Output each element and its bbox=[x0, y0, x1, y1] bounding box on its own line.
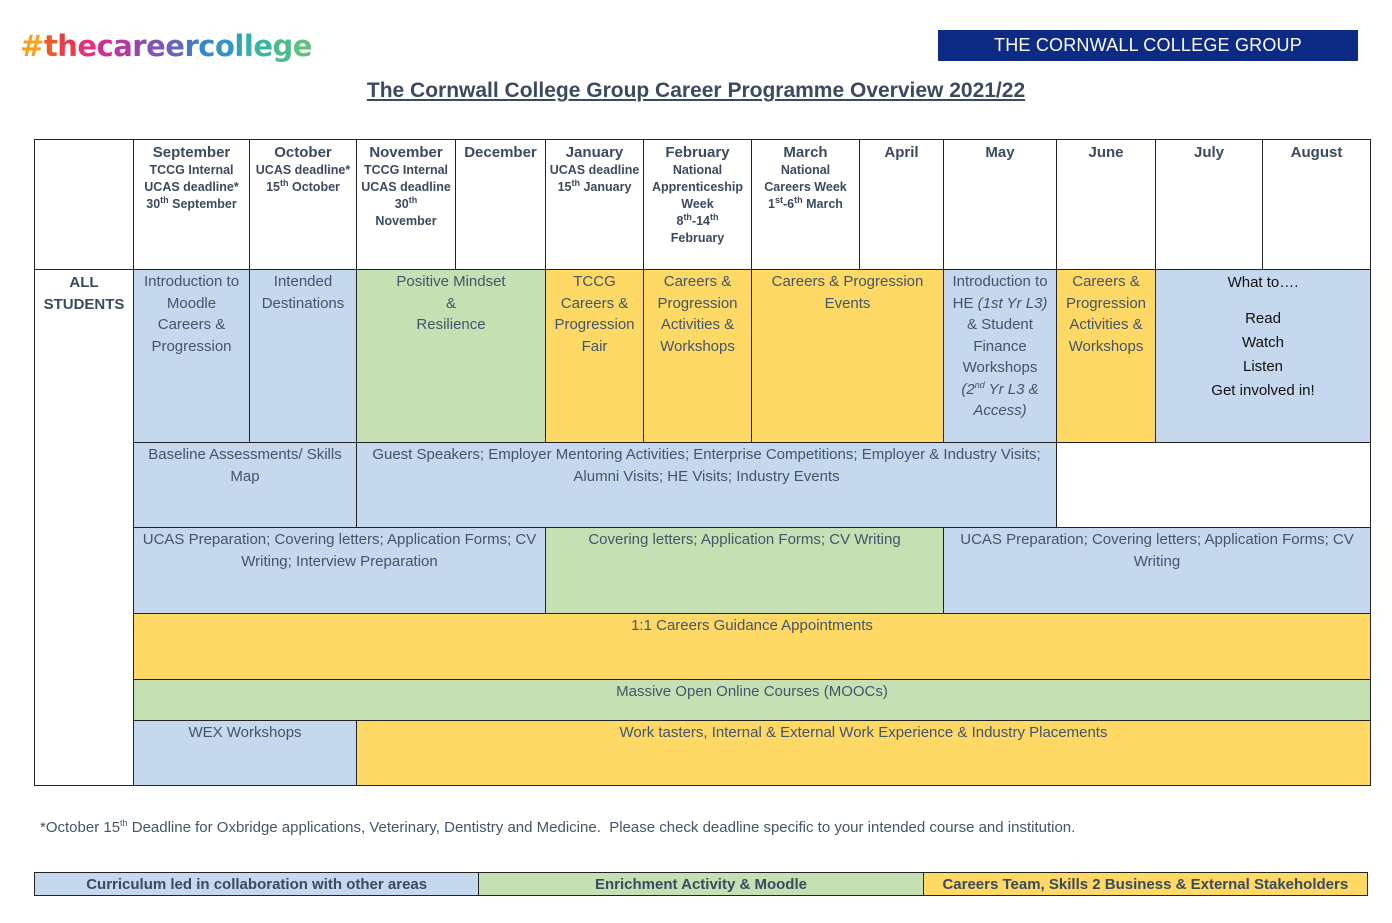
legend-enrichment: Enrichment Activity & Moodle bbox=[479, 873, 923, 895]
cell-baseline: Baseline Assessments/ Skills Map bbox=[133, 442, 357, 528]
month-august bbox=[1262, 139, 1371, 270]
whatto-line: Read bbox=[1245, 310, 1281, 327]
logo-letter: a bbox=[113, 29, 133, 63]
legend bbox=[34, 872, 1368, 896]
month-june bbox=[1056, 139, 1156, 270]
logo-letter: t bbox=[43, 29, 58, 63]
cell-intro-moodle: Introduction to Moodle Careers & Progression bbox=[133, 269, 250, 443]
logo-letter: o bbox=[214, 29, 235, 63]
cell-what-to bbox=[1155, 269, 1371, 443]
logo-letter: e bbox=[77, 29, 97, 63]
mindset-line: & bbox=[445, 294, 456, 312]
programme-grid bbox=[34, 139, 1370, 785]
month-october bbox=[249, 139, 357, 270]
legend-careers-team: Careers Team, Skills 2 Business & External Stakeholders bbox=[924, 873, 1367, 895]
cell-ucas-prep-a: UCAS Preparation; Covering letters; Application Forms; CV Writing; Interview Preparation bbox=[133, 527, 546, 614]
cell-feb-activities: Careers & Progression Activities & Workshops bbox=[643, 269, 752, 443]
logo-letter: e bbox=[146, 29, 166, 63]
logo-letter: c bbox=[96, 29, 114, 63]
logo-letter: l bbox=[234, 29, 244, 63]
cell-intended-destinations: Intended Destinations bbox=[249, 269, 357, 443]
whatto-line: Watch bbox=[1242, 334, 1284, 351]
month-february bbox=[643, 139, 752, 270]
cell-guidance: 1:1 Careers Guidance Appointments bbox=[133, 613, 1371, 680]
legend-curriculum: Curriculum led in collaboration with other areas bbox=[35, 873, 479, 895]
whatto-line: What to…. bbox=[1227, 274, 1299, 291]
intro-he-year-two: (2nd Yr L3 & Access) bbox=[961, 379, 1039, 419]
logo-letter: l bbox=[243, 29, 254, 63]
whatto-line: Get involved in! bbox=[1211, 382, 1315, 399]
month-name: April bbox=[884, 144, 919, 161]
month-september bbox=[133, 139, 250, 270]
month-july bbox=[1155, 139, 1263, 270]
cell-intro-he bbox=[943, 269, 1057, 443]
month-november bbox=[356, 139, 456, 270]
intro-he-text: & Student Finance Workshops bbox=[962, 316, 1038, 376]
month-january bbox=[545, 139, 644, 270]
footnote: *October 15th Deadline for Oxbridge applications, Veterinary, Dentistry and Medicine. Please check deadline specific to your intended course and institution. bbox=[40, 818, 1076, 836]
month-name: July bbox=[1193, 144, 1224, 161]
month-name: May bbox=[985, 144, 1015, 161]
logo-letter: r bbox=[184, 29, 199, 63]
month-name: March bbox=[783, 144, 828, 161]
cell-covering-letters: Covering letters; Application Forms; CV Writing bbox=[545, 527, 944, 614]
month-name: June bbox=[1088, 144, 1124, 161]
cell-empty bbox=[1056, 442, 1371, 528]
logo-letter: g bbox=[272, 29, 293, 63]
cell-guest-speakers: Guest Speakers; Employer Mentoring Activities; Enterprise Competitions; Employer & Industry Visits; Alumni Visits; HE Visits; Industry Events bbox=[356, 442, 1057, 528]
month-name: October bbox=[274, 144, 332, 161]
month-note: TCCG Internal UCAS deadline* 30th September bbox=[144, 163, 239, 211]
month-name: January bbox=[565, 144, 624, 161]
corner-cell bbox=[34, 139, 134, 270]
logo-letter: h bbox=[57, 29, 78, 63]
month-note: National Careers Week 1st-6th March bbox=[764, 163, 847, 211]
cell-tccg-fair: TCCG Careers & Progression Fair bbox=[545, 269, 644, 443]
logo-letter: e bbox=[253, 29, 273, 63]
month-name: September bbox=[152, 144, 231, 161]
logo-letter: c bbox=[198, 29, 215, 63]
month-note: National Apprenticeship Week 8th-14th February bbox=[652, 163, 743, 245]
logo-letter: # bbox=[20, 29, 44, 63]
career-college-logo bbox=[20, 29, 312, 63]
mindset-line: Positive Mindset bbox=[396, 273, 506, 290]
cell-ucas-prep-b: UCAS Preparation; Covering letters; Application Forms; CV Writing bbox=[943, 527, 1371, 614]
month-name: August bbox=[1290, 144, 1343, 161]
month-note: UCAS deadline 15th January bbox=[549, 163, 640, 194]
brand-banner: THE CORNWALL COLLEGE GROUP bbox=[938, 30, 1358, 61]
logo-letter: e bbox=[165, 29, 185, 63]
cell-careers-events: Careers & Progression Events bbox=[751, 269, 944, 443]
month-name: December bbox=[464, 144, 537, 161]
cell-wex: WEX Workshops bbox=[133, 720, 357, 786]
intro-he-year-one: (1st Yr L3) bbox=[977, 294, 1048, 312]
month-december bbox=[455, 139, 546, 270]
month-name: February bbox=[665, 144, 730, 161]
month-may bbox=[943, 139, 1057, 270]
month-name: November bbox=[369, 144, 443, 161]
cell-work-tasters: Work tasters, Internal & External Work Experience & Industry Placements bbox=[356, 720, 1371, 786]
month-april bbox=[859, 139, 944, 270]
cell-positive-mindset bbox=[356, 269, 546, 443]
whatto-line: Listen bbox=[1242, 358, 1284, 375]
logo-letter: e bbox=[292, 29, 312, 63]
row-label-all-students: ALL STUDENTS bbox=[34, 269, 134, 786]
month-note: UCAS deadline* 15th October bbox=[255, 163, 351, 194]
cell-moocs: Massive Open Online Courses (MOOCs) bbox=[133, 679, 1371, 721]
intro-he-text: Introduction to HE bbox=[952, 273, 1048, 312]
month-march bbox=[751, 139, 860, 270]
page-title: The Cornwall College Group Career Programme Overview 2021/22 bbox=[366, 79, 1026, 102]
logo-letter: r bbox=[132, 29, 147, 63]
month-note: TCCG Internal UCAS deadline 30th November bbox=[361, 163, 451, 228]
mindset-line: Resilience bbox=[416, 316, 486, 333]
cell-june-activities: Careers & Progression Activities & Workshops bbox=[1056, 269, 1156, 443]
